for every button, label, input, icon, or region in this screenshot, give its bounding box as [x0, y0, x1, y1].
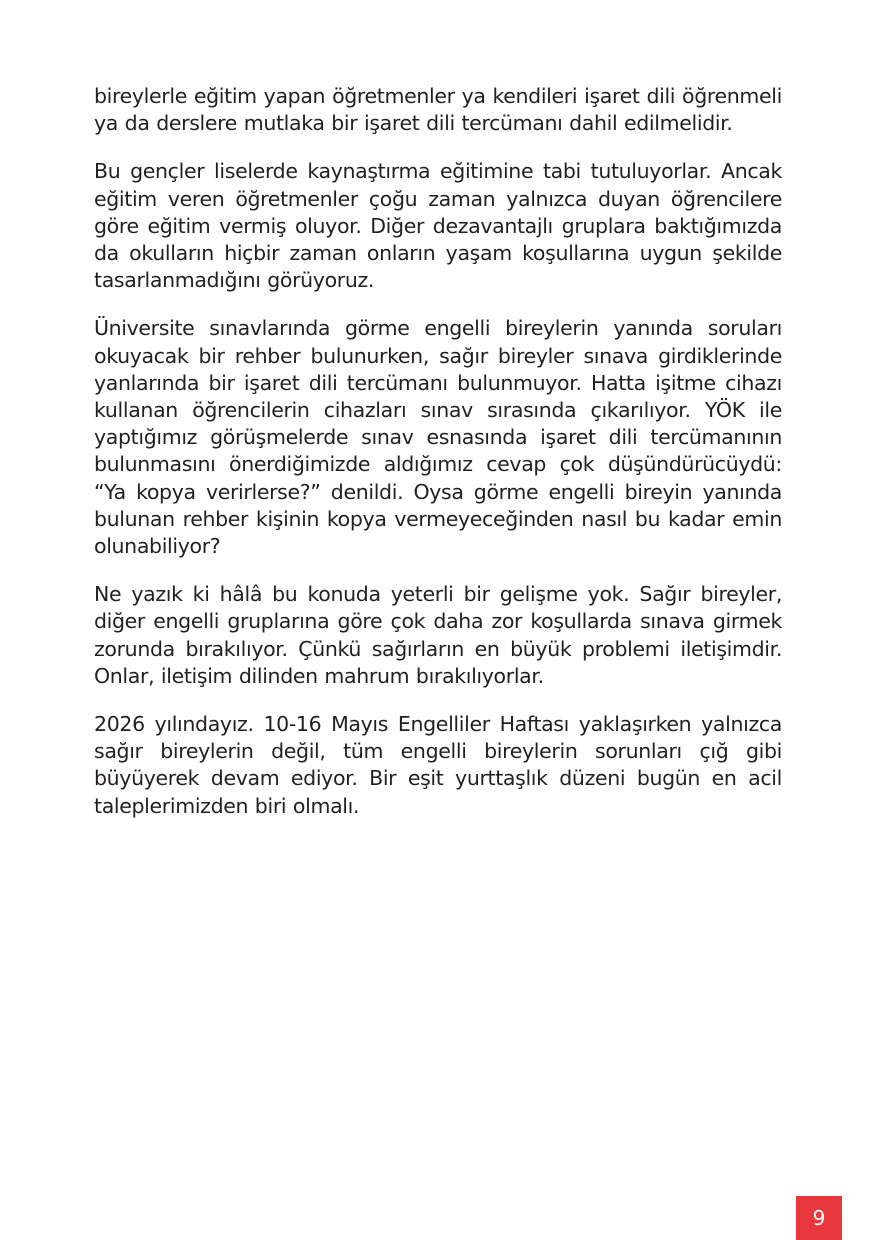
paragraph-4: Ne yazık ki hâlâ bu konuda yeterli bir gelişme yok. Sağır bireyler, diğer engelli gruplarına göre çok daha zor koşullarda sınava girmek zorunda bırakılıyor. Çünkü sağırların en büyük problemi iletişimdir. Onlar, iletişim dilinden mahrum bırakılıyorlar. [94, 582, 782, 688]
page-number-badge [796, 1196, 842, 1240]
page-number: 9 [812, 1206, 826, 1230]
page-body [94, 83, 782, 841]
paragraph-5: 2026 yılındayız. 10-16 Mayıs Engelliler Haftası yaklaşırken yalnızca sağır bireylerin değil, tüm engelli bireylerin sorunları çığ gibi büyüyerek devam ediyor. Bir eşit yurttaşlık düzeni bugün en acil taleplerimizden biri olmalı. [94, 712, 782, 818]
paragraph-2: Bu gençler liselerde kaynaştırma eğitimine tabi tutuluyorlar. Ancak eğitim veren öğretmenler çoğu zaman yalnızca duyan öğrencilere göre eğitim vermiş oluyor. Diğer dezavantajlı gruplara baktığımızda da okulların hiçbir zaman onların yaşam koşullarına uygun şekilde tasarlanmadığını görüyoruz. [94, 159, 782, 293]
paragraph-1: bireylerle eğitim yapan öğretmenler ya kendileri işaret dili öğrenmeli ya da derslere mutlaka bir işaret dili tercümanı dahil edilmelidir. [94, 84, 782, 136]
paragraph-3: Üniversite sınavlarında görme engelli bireylerin yanında soruları okuyacak bir rehber bulunurken, sağır bireyler sınava girdiklerinde yanlarında bir işaret dili tercümanı bulunmuyor. Hatta işitme cihazı kullanan öğrencilerin cihazları sınav sırasında çıkarılıyor. YÖK ile yaptığımız görüşmelerde sınav esnasında işaret dili tercümanının bulunmasını önerdiğimizde aldığımız cevap çok düşündürücüydü: “Ya kopya verirlerse?” denildi. Oysa görme engelli bireyin yanında bulunan rehber kişinin kopya vermeyeceğinden nasıl bu kadar emin olunabiliyor? [94, 316, 782, 559]
